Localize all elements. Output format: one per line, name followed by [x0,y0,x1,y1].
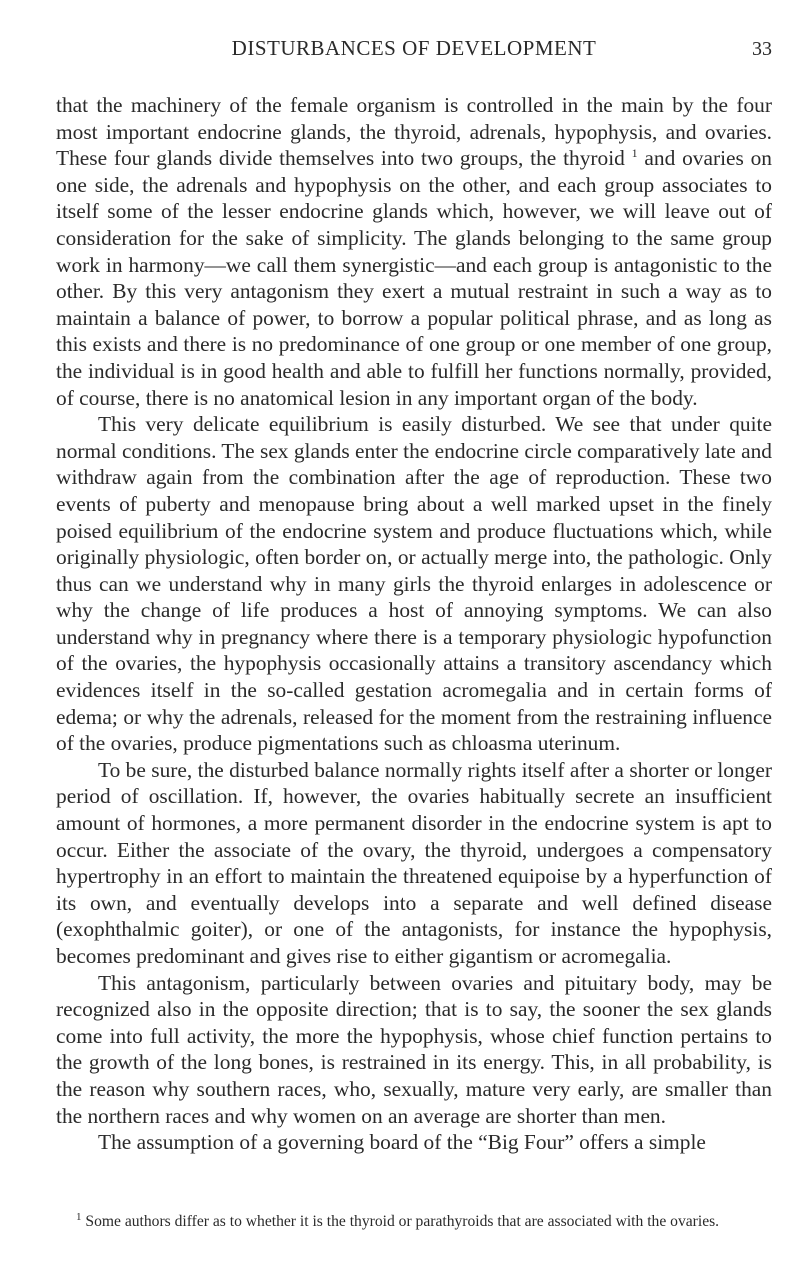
paragraph-5: The assumption of a governing board of the “Big Four” offers a simple [98,1130,706,1155]
body-text [56,92,772,1156]
page-header [56,36,772,76]
paragraph-1-text-a: that the machinery of the female organism is controlled in the main by the four most important endocrine glands, the thyroid, adrenals, hypophysis, and ovaries. These four glands divide themselves into two groups, the thyroid [56,93,772,171]
paragraph-4: This antagonism, particularly between ovaries and pituitary body, may be recognized also in the opposite direction; that is to say, the sooner the sex glands come into full activity, the more the hypophysis, whose chief function pertains to the growth of the long bones, is restrained in its energy. This, in all probability, is the reason why southern races, who, sexually, mature very early, are smaller than the northern races and why women on an average are shorter than men. [56,970,772,1128]
footnote-mark: 1 [76,1210,82,1223]
paragraph-2: This very delicate equilibrium is easily disturbed. We see that under quite normal conditions. The sex glands enter the endocrine circle comparatively late and withdraw again from the combination after the age of reproduction. These two events of puberty and menopause bring about a well marked upset in the finely poised equilibrium of the endocrine system and produce fluctuations which, while originally physiologic, often border on, or actually merge into, the pathologic. Only thus can we understand why in many girls the thyroid enlarges in adolescence or why the change of life produces a host of annoying symptoms. We can also understand why in pregnancy where there is a temporary physiologic hypofunction of the ovaries, the hypophysis occasionally attains a transitory ascendancy which evidences itself in the so-called gestation acromegalia and in certain forms of edema; or why the adrenals, released for the moment from the restraining influence of the ovaries, produce pigmentations such as chloasma uterinum. [56,412,772,756]
running-head: DISTURBANCES OF DEVELOPMENT [231,36,597,60]
paragraph-1 [56,92,772,411]
paragraph-1-text-b: and ovaries on one side, the adrenals and hypophysis on the other, and each group associates to itself some of the lesser endocrine glands which, however, we will leave out of consideration for the sake of simplicity. The glands belonging to the same group work in harmony—we call them synergistic—and each group is antagonistic to the other. By this very antagonism they exert a mutual restraint in such a way as to maintain a balance of power, to borrow a popular political phrase, and as long as this exists and there is no predominance of one group or one member of one group, the individual is in good health and able to fulfill her functions normally, provided, of course, there is no anatomical lesion in any important organ of the body. [56,146,772,410]
page-number: 33 [752,38,772,60]
paragraph-3: To be sure, the disturbed balance normally rights itself after a shorter or longer period of oscillation. If, however, the ovaries habitually secrete an insufficient amount of hormones, a more permanent disorder in the endocrine system is apt to occur. Either the associate of the ovary, the thyroid, undergoes a compensatory hypertrophy in an effort to maintain the threatened equipoise by a hyperfunction of its own, and eventually develops into a separate and well defined disease (exophthalmic goiter), or one of the antagonists, for instance the hypophysis, becomes predominant and gives rise to either gigantism or acromegalia. [56,757,772,968]
footnote-text: Some authors differ as to whether it is the thyroid or parathyroids that are associated with the ovaries. [81,1213,720,1230]
footnote [56,1212,772,1231]
footnote-reference: 1 [631,146,638,161]
